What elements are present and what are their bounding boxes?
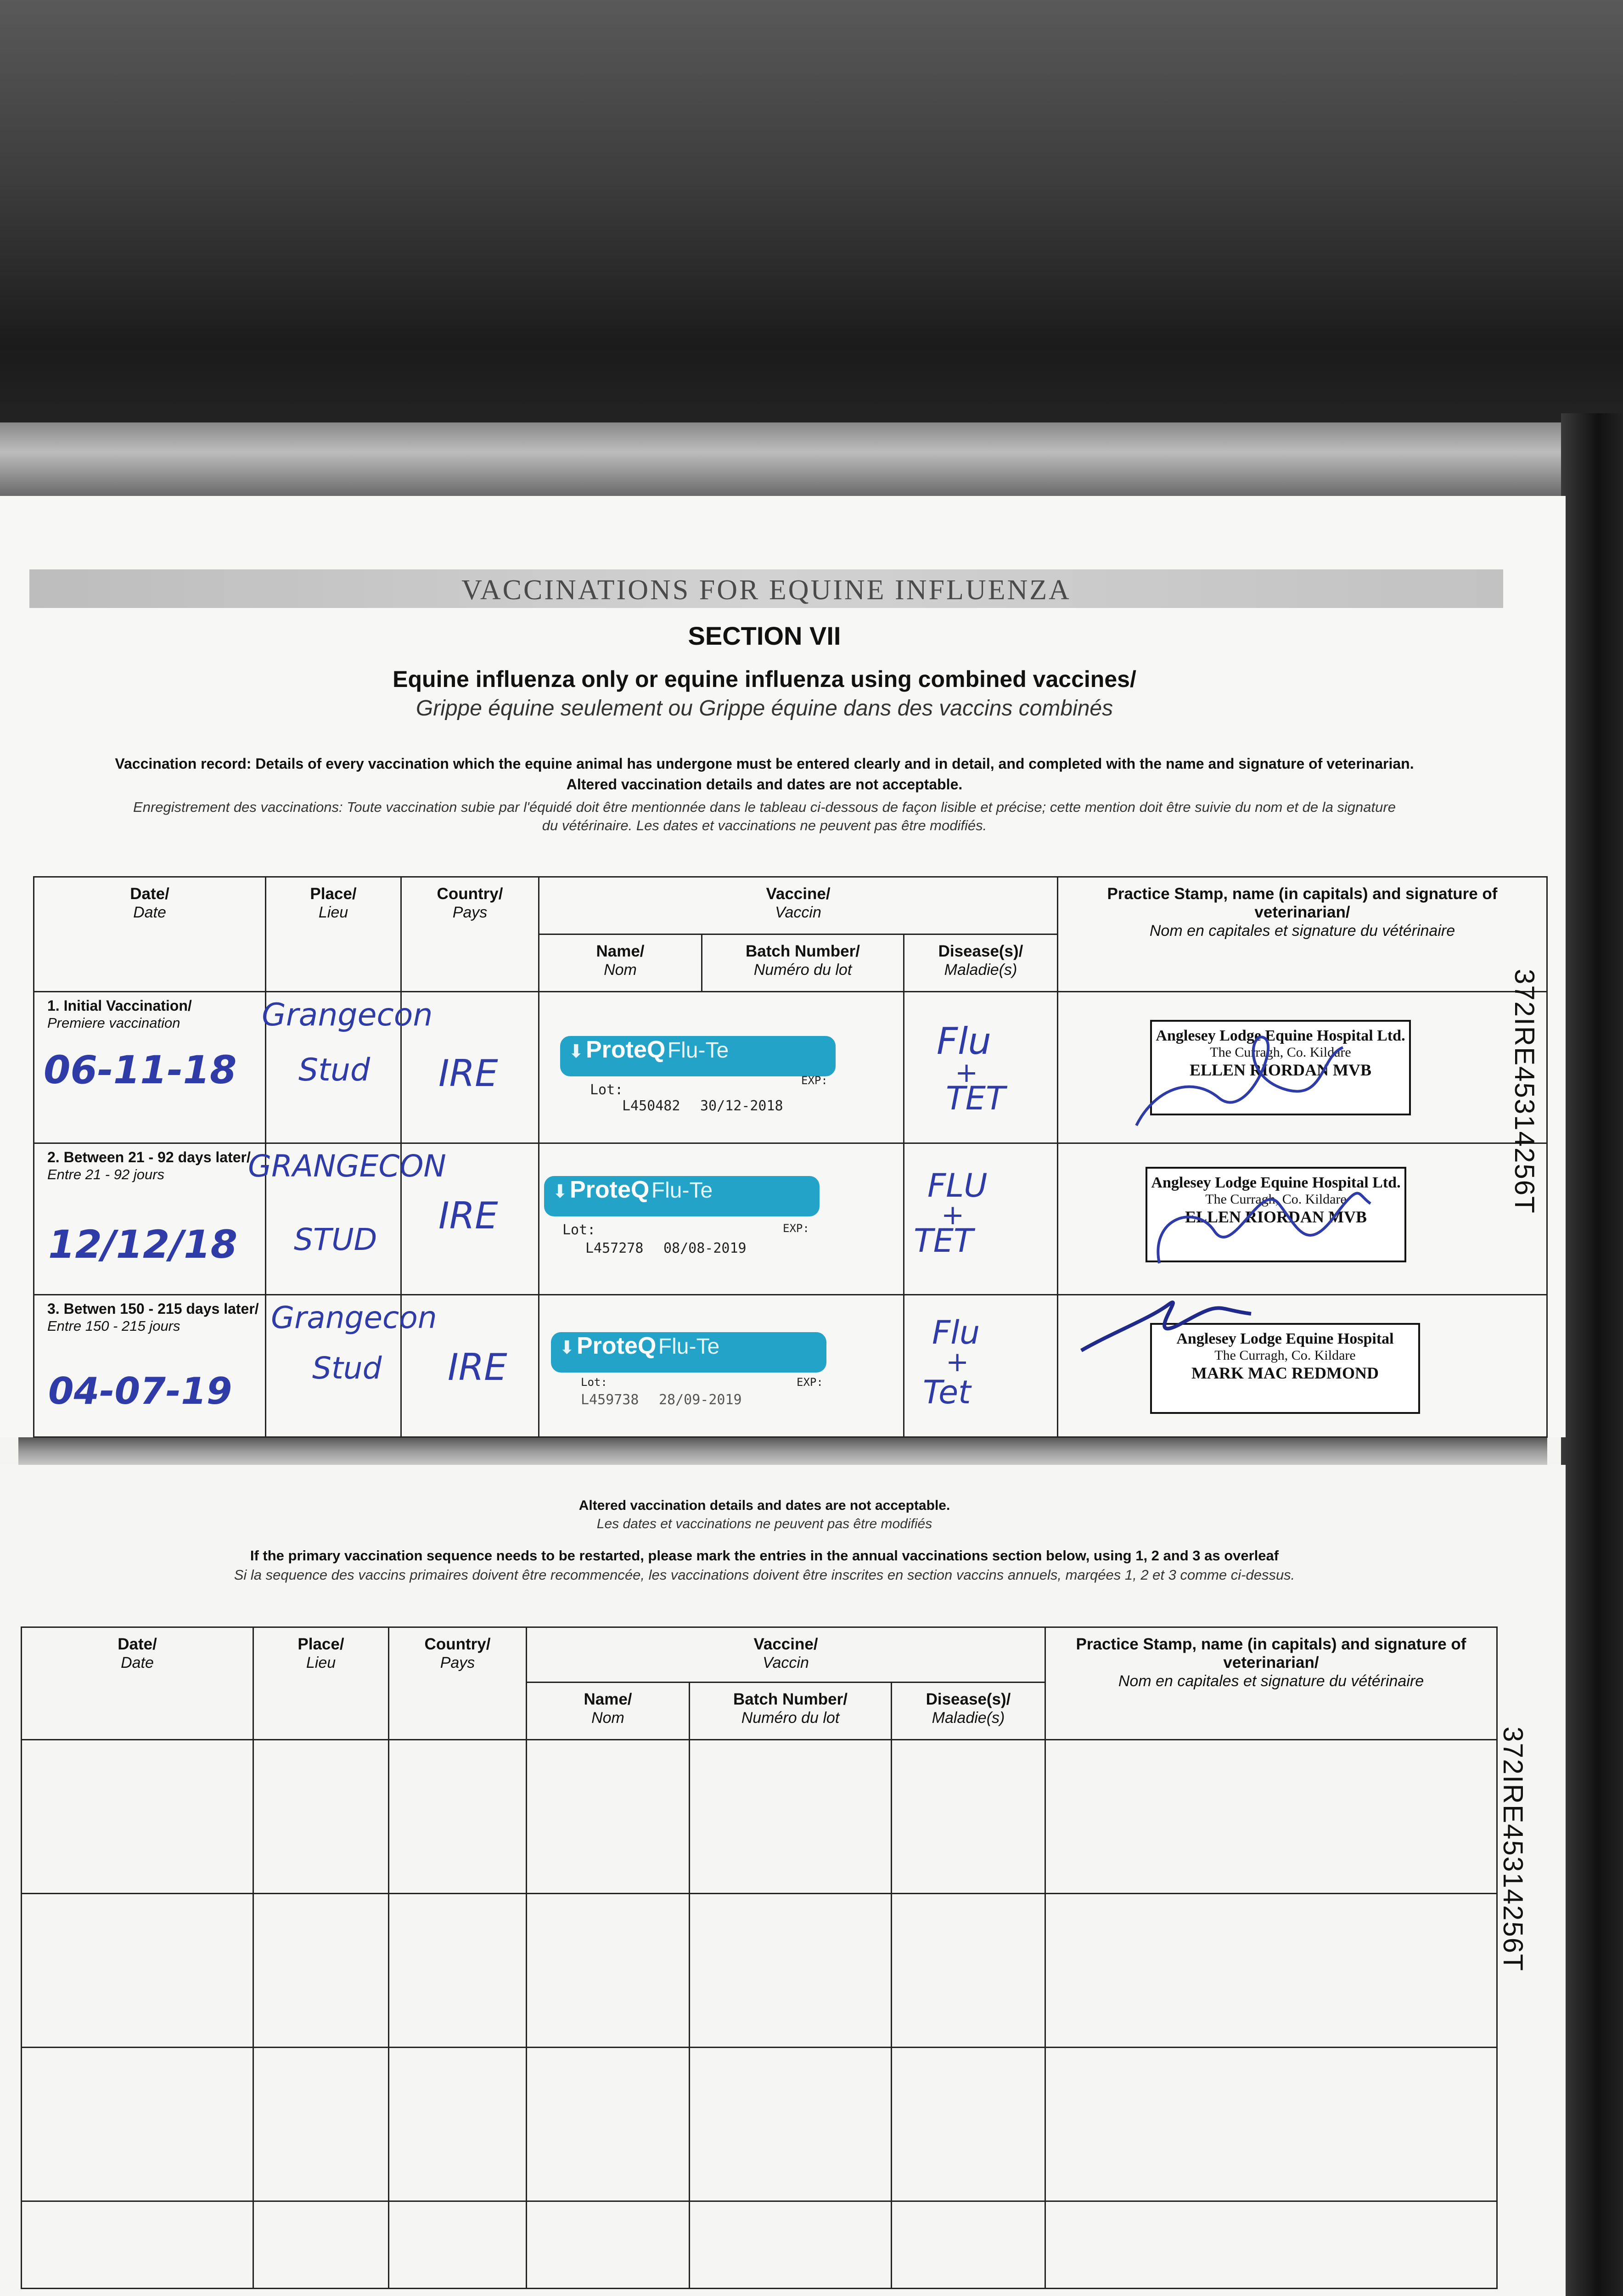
handwritten-plus: + (941, 1199, 965, 1231)
practice-stamp: Anglesey Lodge Equine Hospital Ltd. The Curragh, Co. Kildare ELLEN RIORDAN MVB (1150, 1020, 1411, 1115)
passport-id-vertical-2: 372IRE45314256T (1498, 1727, 1528, 1972)
handwritten-disease-2: TET (946, 1080, 1005, 1117)
passport-cover-edge (0, 422, 1623, 496)
header-name: Name/ Nom (539, 934, 702, 992)
row-country-cell (401, 1143, 539, 1295)
vaccine-sticker: ⬇ ProteQ Flu-Te (544, 1176, 820, 1216)
table-row (34, 1295, 1547, 1437)
banner-title: VACCINATIONS FOR EQUINE INFLUENZA (461, 574, 1071, 606)
header-batch: Batch Number/ Numéro du lot (702, 934, 904, 992)
empty-row (22, 1740, 1497, 1894)
annual-vaccination-table (21, 1626, 1498, 2289)
row-disease-cell (904, 992, 1058, 1143)
handwritten-place-2: Stud (298, 1052, 371, 1088)
header-vaccine: Vaccine/ Vaccin (539, 877, 1058, 934)
vaccine-sticker: ⬇ ProteQ Flu-Te (551, 1332, 826, 1373)
row-stamp-cell (1058, 992, 1547, 1143)
sticker-exp-label: EXP: (783, 1222, 809, 1235)
sticker-exp-label: EXP: (797, 1376, 823, 1389)
sticker-lot-label: Lot: (590, 1082, 623, 1098)
restart-fr: Si la sequence des vaccins primaires doivent être recommencée, les vaccinations doivent être inscrites en section vaccins annuels, marqées 1, 2 et 3 comme ci-dessus. (234, 1567, 1295, 1583)
arrow-down-icon: ⬇ (568, 1041, 584, 1062)
practice-stamp: Anglesey Lodge Equine Hospital The Curragh, Co. Kildare MARK MAC REDMOND (1150, 1323, 1420, 1414)
restart-en: If the primary vaccination sequence needs to be restarted, please mark the entries in the annual vaccinations section below, using 1, 2 and 3 as overleaf (250, 1548, 1279, 1564)
row-country-cell (401, 1295, 539, 1437)
handwritten-place: Grangecon (262, 997, 433, 1033)
row-place-cell (248, 1143, 446, 1295)
sticker-lot-label: Lot: (562, 1222, 596, 1238)
row-stamp-cell (1058, 1295, 1547, 1437)
veterinarian-signature (1141, 1162, 1380, 1282)
header-disease: Disease(s)/ Maladie(s) (904, 934, 1058, 992)
header-batch: Batch Number/ Numéro du lot (690, 1683, 892, 1740)
expiry-date: 30/12-2018 (700, 1098, 783, 1114)
arrow-down-icon: ⬇ (552, 1182, 568, 1202)
sticker-exp-label: EXP: (801, 1074, 828, 1087)
header-place: Place/ Lieu (253, 1627, 389, 1740)
row-country-cell (401, 992, 539, 1143)
vaccine-sticker: ⬇ ProteQ Flu-Te (560, 1036, 836, 1076)
row-place-cell (266, 1295, 437, 1437)
empty-row (22, 1894, 1497, 2048)
empty-row (22, 2201, 1497, 2289)
header-vaccine: Vaccine/ Vaccin (527, 1627, 1045, 1683)
handwritten-disease: FLU (927, 1167, 988, 1204)
handwritten-date: 12/12/18 (48, 1222, 238, 1267)
handwritten-country: IRE (438, 1194, 498, 1237)
header-stamp: Practice Stamp, name (in capitals) and signature of veterinarian/ Nom en capitales et signature du vétérinaire (1045, 1627, 1497, 1740)
header-name: Name/ Nom (527, 1683, 690, 1740)
row-disease-cell (904, 1143, 1058, 1295)
table-row (34, 1143, 1547, 1295)
arrow-down-icon: ⬇ (559, 1338, 575, 1358)
row-stamp-cell (1058, 1143, 1547, 1295)
header-date: Date/ Date (22, 1627, 253, 1740)
header-date: Date/ Date (34, 877, 266, 992)
section-title: SECTION VII (688, 621, 841, 650)
header-stamp: Practice Stamp, name (in capitals) and signature of veterinarian/ Nom en capitales et signature du vétérinaire (1058, 877, 1547, 992)
instructions-fr: Enregistrement des vaccinations: Toute vaccination subie par l'équidé doit être mentionnée dans le tableau ci-dessous de façon lisible et précise; cette mention doit être suivie du nom et de la signature (133, 799, 1396, 815)
subtitle-en: Equine influenza only or equine influenza using combined vaccines/ (393, 666, 1136, 692)
handwritten-plus: + (946, 1346, 969, 1378)
handwritten-country: IRE (438, 1052, 498, 1095)
handwritten-place: Grangecon (271, 1300, 437, 1335)
expiry-date: 28/09-2019 (659, 1392, 742, 1408)
passport-id-vertical: 372IRE45314256T (1509, 969, 1540, 1214)
row-date-cell: 3. Betwen 150 - 215 days later/ Entre 150 - 215 jours 04-07-19 (34, 1295, 266, 1437)
batch-number: L459738 (581, 1392, 639, 1408)
row-vaccine-cell (539, 992, 904, 1143)
header-country: Country/ Pays (389, 1627, 527, 1740)
scanner-background (0, 0, 1623, 496)
handwritten-disease: Flu (932, 1314, 980, 1351)
row-vaccine-cell (539, 1295, 904, 1437)
row-date-cell: 1. Initial Vaccination/ Premiere vaccination 06-11-18 (34, 992, 266, 1143)
row-place-cell (262, 992, 433, 1143)
instructions-en-2: Altered vaccination details and dates are not acceptable. (566, 776, 963, 793)
handwritten-plus: + (955, 1057, 978, 1089)
handwritten-date: 04-07-19 (48, 1370, 232, 1412)
note-en: Altered vaccination details and dates are not acceptable. (578, 1498, 950, 1513)
page-gutter (18, 1437, 1547, 1465)
note-fr: Les dates et vaccinations ne peuvent pas être modifiés (596, 1516, 932, 1531)
batch-number: L457278 (585, 1240, 644, 1256)
sticker-lot-label: Lot: (581, 1376, 607, 1389)
handwritten-disease-2: TET (914, 1222, 973, 1260)
handwritten-place-2: STUD (294, 1222, 377, 1257)
handwritten-date: 06-11-18 (44, 1047, 237, 1092)
batch-number: L450482 (622, 1098, 680, 1114)
header-disease: Disease(s)/ Maladie(s) (892, 1683, 1045, 1740)
handwritten-disease: Flu (937, 1020, 991, 1063)
handwritten-place-2: Stud (312, 1351, 382, 1386)
empty-row (22, 2048, 1497, 2201)
practice-stamp: Anglesey Lodge Equine Hospital Ltd. The Curragh, Co. Kildare ELLEN RIORDAN MVB (1146, 1167, 1406, 1262)
subtitle-fr: Grippe équine seulement ou Grippe équine dans des vaccins combinés (416, 696, 1113, 720)
instructions-en: Vaccination record: Details of every vaccination which the equine animal has undergone must be entered clearly and in detail, and completed with the name and signature of veterinarian. (115, 755, 1414, 772)
row-disease-cell (904, 1295, 1058, 1437)
handwritten-disease-2: Tet (923, 1373, 971, 1411)
veterinarian-signature (1077, 1295, 1269, 1369)
passport-spine-edge (1561, 413, 1623, 2296)
header-country: Country/ Pays (401, 877, 539, 992)
handwritten-place: GRANGECON (248, 1148, 446, 1184)
handwritten-country: IRE (448, 1346, 507, 1389)
header-place: Place/ Lieu (266, 877, 401, 992)
row-vaccine-cell (539, 1143, 904, 1295)
expiry-date: 08/08-2019 (663, 1240, 747, 1256)
table-row (34, 992, 1547, 1143)
row-date-cell: 2. Between 21 - 92 days later/ Entre 21 - 92 jours 12/12/18 (34, 1143, 266, 1295)
instructions-fr-2: du vétérinaire. Les dates et vaccinations ne peuvent pas être modifiés. (542, 817, 987, 833)
vaccination-table (33, 876, 1548, 1438)
veterinarian-signature (1127, 1020, 1366, 1139)
